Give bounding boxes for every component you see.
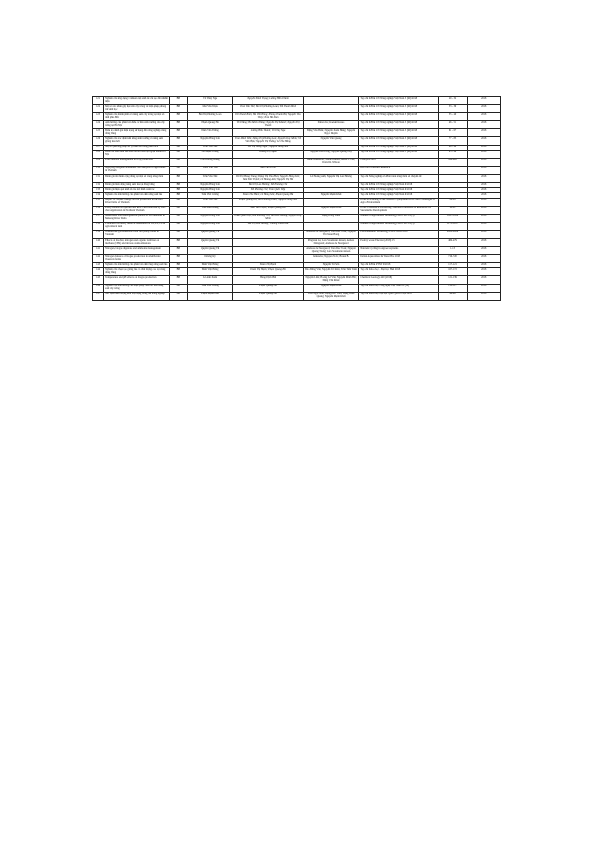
external-authors-cell: Nguyễn Tiến Long; Nguyễn Quang Huy	[303, 150, 359, 158]
source-cell: Poultry waste Elsevier (2018) 15	[359, 238, 438, 246]
co-authors-cell: Phạm Quang Hà; Bùi Phương Loan; Nguyễn Hồng Sơn	[233, 198, 303, 206]
lead-author-cell: Phạm Mạnh Đăn	[187, 292, 233, 300]
publications-table-body	[93, 97, 501, 301]
lead-author-cell: Trần Kim Giang	[187, 206, 233, 214]
row-number-cell: 124	[93, 121, 104, 129]
lead-author-cell: Hà Mạnh Thắng	[187, 150, 233, 158]
row-number-cell: 123	[93, 113, 104, 121]
source-cell: In the Conference Proceeding: National Utilization of Resources for Sustainable Development	[359, 206, 438, 214]
source-cell: Catalysts 2018	[359, 158, 438, 166]
source-cell: Tạp chí KH & CN Nông nghiệp Việt Nam 5 (90)/2018	[359, 121, 438, 129]
title-cell: Ảnh hưởng của phân bón hữu cơ đến sinh trưởng của cây trồng tại Hà Nội	[104, 121, 170, 129]
co-authors-cell: Mai Văn Thịnh; Phạm Quang Hà	[233, 206, 303, 214]
pages-cell: 44-49	[438, 292, 467, 300]
pages-cell: 46 - 51	[438, 121, 467, 129]
type-cell: BB	[169, 222, 187, 230]
document-page	[92, 96, 501, 301]
source-cell: Tạp chí KH & CN Nông nghiệp Việt Nam 5 (90)/2018	[359, 129, 438, 137]
type-cell: BB	[169, 284, 187, 292]
pages-cell: 167-172	[438, 268, 467, 276]
lead-author-cell: Bùi Thị Phương Loan	[187, 113, 233, 121]
source-cell: Tạp chí KH & CN Nông nghiệp Việt Nam 5 (90)/2018	[359, 113, 438, 121]
external-authors-cell	[303, 222, 359, 230]
type-cell: BB	[169, 268, 187, 276]
type-cell: BB	[169, 255, 187, 263]
type-cell: BB	[169, 188, 187, 193]
co-authors-cell: Đỗ Thị Hồng Trang; Đặng Thị Thu Hiền; Nguyễn Hồng Sơn; Mai Đức Thịnh; Lê Hoàng Anh; Nguyễn Thị Hà	[233, 174, 303, 182]
external-authors-cell: Đặng Hồng Lanh	[303, 214, 359, 222]
co-authors-cell	[233, 230, 303, 238]
lead-author-cell: Quyền Quang Vũ	[187, 238, 233, 246]
year-cell: 2018	[467, 97, 501, 105]
pages-cell: 29 - 32	[438, 97, 467, 105]
table-row	[93, 166, 501, 174]
year-cell: 2018	[467, 263, 501, 268]
title-cell: Nghiên cứu ảnh hưởng của phân bón đến tăng năng suất lúa	[104, 263, 170, 268]
co-authors-cell: Đỗ Thanh Bình; Hà Viết Hùng; Phùng Thanh Hà; Nguyễn Thu Thủy; Trần Hà Nam	[233, 113, 303, 121]
table-row	[93, 150, 501, 158]
title-cell: Đánh giá biến động năng suất lúa tại đồng bằng	[104, 183, 170, 188]
pages-cell: 26-28	[438, 198, 467, 206]
publications-table	[92, 96, 501, 301]
external-authors-cell: Andreas de Neergaard; Tran Duc Toan; Nguyen Quang Trung; Lars Stoumann Jensen	[303, 247, 359, 255]
source-cell: In the Proceeding of the NAEGIS Symposium 2018 New Challenges of Agro-Environment	[359, 198, 438, 206]
source-cell: Tạp chí KH & CN Nông nghiệp Việt Nam 9/2018	[359, 188, 438, 193]
source-cell: Tạp chí KH & CN Nông nghiệp Việt Nam 5 (90)/2018	[359, 137, 438, 145]
external-authors-cell	[303, 113, 359, 121]
year-cell: 2018	[467, 150, 501, 158]
year-cell: 2018	[467, 193, 501, 198]
table-row	[93, 97, 501, 105]
co-authors-cell: Hồng Định Hải	[233, 276, 303, 284]
lead-author-cell: Trần Viết Cường	[187, 284, 233, 292]
source-cell: Tạp chí Khoa học - Đại học Huế 2018	[359, 268, 438, 276]
pages-cell: 1-13	[438, 247, 467, 255]
type-cell: BB	[169, 206, 187, 214]
external-authors-cell: Nguyễn Trí Sơn	[303, 263, 359, 268]
co-authors-cell: Lương Hữu Thành; Võ Thùy Nga	[233, 129, 303, 137]
title-cell: Nghiên cứu ảnh hưởng của biện pháp canh tác đến năng suất cây trồng	[104, 284, 170, 292]
source-cell: Tạp chí KH & CN Nông nghiệp Việt Nam 9/2018	[359, 183, 438, 188]
type-cell: BB	[169, 174, 187, 182]
title-cell: Applying marginal abatement cost analysis for agriculture in Vietnam	[104, 166, 170, 174]
source-cell: Journal of Agricultural Technology 2018 Vol. 14 (3)	[359, 214, 438, 222]
table-row	[93, 137, 501, 145]
type-cell: BB	[169, 214, 187, 222]
type-cell: BB	[169, 193, 187, 198]
table-row	[93, 284, 501, 292]
year-cell: 2018	[467, 230, 501, 238]
table-row	[93, 276, 501, 284]
title-cell: Nghiên cứu thành phần và năng suất cây trồng tại một số tỉnh phía Bắc	[104, 113, 170, 121]
external-authors-cell: Nguyễn Văn Quang	[303, 137, 359, 145]
lead-author-cell: Dương Kỳ	[187, 255, 233, 263]
title-cell: Nghiên cứu chọn tạo giống lúa có chất lượng cao tại vùng đồng bằng	[104, 268, 170, 276]
table-row	[93, 238, 501, 246]
year-cell: 2018	[467, 129, 501, 137]
lead-author-cell: Võ Thùy Nga	[187, 97, 233, 105]
pages-cell: 469-479	[438, 238, 467, 246]
external-authors-cell: Lê Hoàng Anh; Nguyễn Thị Lan Hương	[303, 174, 359, 182]
title-cell: Plant nutrient management in crop production	[104, 158, 170, 166]
year-cell: 2018	[467, 105, 501, 113]
external-authors-cell: Đào Đăng Vân; Nguyễn Trí Kiên; Trần Tiến Tuấn	[303, 268, 359, 276]
co-authors-cell: Phạm Quang Hà	[233, 292, 303, 300]
row-number-cell: 130	[93, 166, 104, 174]
pages-cell: 35 - 40	[438, 113, 467, 121]
source-cell: Báo cáo Economic Research	[359, 166, 438, 174]
source-cell: Environmental Technology ISSN: 0959-3330	[359, 230, 438, 238]
year-cell: 2018	[467, 268, 501, 276]
external-authors-cell	[303, 105, 359, 113]
table-row	[93, 158, 501, 166]
co-authors-cell	[233, 247, 303, 255]
pages-cell: 77 - 85	[438, 137, 467, 145]
pages-cell: 1173-1187	[438, 222, 467, 230]
table-row	[93, 268, 501, 276]
lead-author-cell: Trần Viết Cường	[187, 193, 233, 198]
source-cell: Tạp chí KH & CN Nông nghiệp Việt Nam 5 (90)/2018	[359, 97, 438, 105]
source-cell: Tạp chí Nông nghiệp và Phát triển nông thôn số chuyên đề	[359, 174, 438, 182]
year-cell: 2018	[467, 247, 501, 255]
title-cell: Điều tra đánh giá hiện trạng sử dụng đất nông nghiệp vùng đồng bằng	[104, 129, 170, 137]
lead-author-cell: Trần Văn Thế	[187, 174, 233, 182]
co-authors-cell: Phan Quan Việt; Bùi Phương Chi; Bùi Lan Hương; Nguyễn Duy Minh	[233, 214, 303, 222]
type-cell: BB	[169, 129, 187, 137]
co-authors-cell: Đỗ Phương Chi; Trần Quốc Tiệp	[233, 188, 303, 193]
type-cell: BB	[169, 105, 187, 113]
type-cell: BB	[169, 198, 187, 206]
lead-author-cell: Nguyễn Hồng Sơn	[187, 137, 233, 145]
external-authors-cell: Trần Ngọc Anh; Đặng Đức Vinh; Đặng Đình Quang; Nguyễn Mạnh Khải	[303, 292, 359, 300]
lead-author-cell: Nguyễn Hồng Sơn	[187, 214, 233, 222]
title-cell: Nghiên cứu ứng dụng vi khuẩn nội sinh để cải tạo đất nhiễm mặn	[104, 97, 170, 105]
external-authors-cell: Jamandre; Nguyen N.D.; Bruun B.	[303, 255, 359, 263]
title-cell: Khảo sát tình hình sản xuất rau an toàn tại ngoại thành Hà Nội	[104, 150, 170, 158]
year-cell: 2018	[467, 238, 501, 246]
pages-cell: 86 - 90	[438, 145, 467, 150]
table-row	[93, 214, 501, 222]
co-authors-cell: Võ Thắng; Hồ Minh Thắng; Nguyễn Thị Khánh; Nguyễn Thị Thanh	[233, 121, 303, 129]
lead-author-cell: Quyền Quang Vũ	[187, 230, 233, 238]
title-cell: Xác định hàm lượng kim loại nặng trong đất nông nghiệp	[104, 292, 170, 300]
year-cell: 2018	[467, 198, 501, 206]
row-number-cell: 126	[93, 137, 104, 145]
type-cell: BB	[169, 238, 187, 246]
table-row	[93, 247, 501, 255]
row-number-cell: 129	[93, 158, 104, 166]
year-cell: 2018	[467, 174, 501, 182]
source-cell: Tạp chí Khoa học Đại học Quốc gia Hà Nội 2018	[359, 292, 438, 300]
pages-cell: 18-21	[438, 206, 467, 214]
title-cell: Một số tác nhân gây hại trên cây trồng và biện pháp phòng trừ sinh học	[104, 105, 170, 113]
type-cell: BB	[169, 137, 187, 145]
type-cell: BB	[169, 145, 187, 150]
table-row	[93, 129, 501, 137]
title-cell: Nghiên cứu xác định khả năng sinh trưởng và năng suất giống lúa mới	[104, 137, 170, 145]
year-cell: 2018	[467, 166, 501, 174]
pages-cell	[438, 174, 467, 182]
year-cell: 2018	[467, 183, 501, 188]
pages-cell: 112-117	[438, 284, 467, 292]
lead-author-cell: Mai Văn Triệu	[187, 105, 233, 113]
co-authors-cell: Đoàn Thị Hạnh	[233, 263, 303, 268]
co-authors-cell: Trần Văn Thế; Bùi Thị Phương Loan; Đỗ Thanh Bình	[233, 105, 303, 113]
lead-author-cell: Nguyễn Hồng Sơn	[187, 222, 233, 230]
type-cell: BB	[169, 263, 187, 268]
row-number-cell: 143	[93, 263, 104, 268]
table-row	[93, 255, 501, 263]
type-cell: BB	[169, 150, 187, 158]
pages-cell: 414-428	[438, 158, 467, 166]
title-cell: Greenhouse gas emissions from rice paddy fields in Vietnam	[104, 230, 170, 238]
table-row	[93, 174, 501, 182]
type-cell: BB	[169, 113, 187, 121]
co-authors-cell: Phạm Quang Hà	[233, 284, 303, 292]
title-cell: Một số phương pháp xử lý mẫu đất trong phân tích	[104, 145, 170, 150]
lead-author-cell: Phạm Quang Hà	[187, 121, 233, 129]
row-number-cell: 133	[93, 188, 104, 193]
year-cell: 2018	[467, 284, 501, 292]
lead-author-cell: Nguyễn Hồng Sơn	[187, 183, 233, 188]
type-cell: BB	[169, 121, 187, 129]
row-number-cell: 127	[93, 145, 104, 150]
source-cell: Nutrient Cycling in Agroecosystems	[359, 247, 438, 255]
external-authors-cell: Nguyễn Mạnh Khải	[303, 206, 359, 214]
external-authors-cell: Pingxian Lu; Lars Stoumann Jensen; Anders Dalsgaard; Andreas de Neergaard	[303, 238, 359, 246]
external-authors-cell: Đặng Văn Hiền; Nguyễn Xuân Hùng; Nguyễn Ngọc Duyên	[303, 129, 359, 137]
row-number-cell: 140	[93, 238, 104, 246]
external-authors-cell: Andreas de Neergaard; Tran Duc Toan; Nguyen Thi Xuan Hong	[303, 230, 359, 238]
row-number-cell: 132	[93, 183, 104, 188]
source-cell: Tạp chí KH & CN Nông nghiệp Việt Nam 5 (90)/2018	[359, 145, 438, 150]
lead-author-cell: Trần Văn Thế	[187, 145, 233, 150]
title-cell: Nghiên cứu ảnh hưởng của phân bón đến năng suất lúa	[104, 193, 170, 198]
lead-author-cell: Đinh Việt Hưng	[187, 263, 233, 268]
co-authors-cell: Trần Minh Tiến; Đặng Thị Phương Lan; Nguyễn Duy Minh; Võ Văn Hậu; Nguyễn Thị Thắng; Lê Thu Hằng	[233, 137, 303, 145]
pages-cell	[438, 166, 467, 174]
table-row	[93, 121, 501, 129]
title-cell: Temperature and pH effects on biogas production	[104, 276, 170, 284]
co-authors-cell	[233, 255, 303, 263]
year-cell: 2018	[467, 121, 501, 129]
year-cell: 2018	[467, 292, 501, 300]
pages-cell: 1097-1109	[438, 214, 467, 222]
pages-cell: 61 - 67	[438, 129, 467, 137]
pages-cell: 121-139	[438, 276, 467, 284]
row-number-cell: 135	[93, 198, 104, 206]
pages-cell: 33 - 39	[438, 105, 467, 113]
pages-cell: 95 - 99	[438, 150, 467, 158]
lead-author-cell: Lê Anh Xuân	[187, 276, 233, 284]
lead-author-cell: Cao Hương Giang	[187, 158, 233, 166]
title-cell: Impact of climate change on rice production in the Red River Delta of Vietnam	[104, 198, 170, 206]
title-cell: Đánh giá mô hình cộng đồng tại một số vùng nông thôn	[104, 174, 170, 182]
year-cell: 2018	[467, 158, 501, 166]
external-authors-cell	[303, 166, 359, 174]
row-number-cell: 139	[93, 230, 104, 238]
row-number-cell: 125	[93, 129, 104, 137]
co-authors-cell: Bùi Thị Lan Hương; Trương Thanh Hà	[233, 222, 303, 230]
row-number-cell: 121	[93, 97, 104, 105]
pages-cell: 117-121	[438, 263, 467, 268]
source-cell: Tạp chí KH & CN Nông nghiệp Việt Nam 5 (90)/2018	[359, 150, 438, 158]
type-cell: BB	[169, 247, 187, 255]
lead-author-cell: Nguyễn Hồng Sơn	[187, 188, 233, 193]
co-authors-cell: Bùi Thị Lan Hương; Đỗ Phương Chi	[233, 183, 303, 188]
pages-cell: 716-720	[438, 255, 467, 263]
year-cell: 2018	[467, 255, 501, 263]
row-number-cell: 147	[93, 292, 104, 300]
source-cell: Journal of Agricultural Technology 2018 Vol. 14 (3)	[359, 222, 438, 230]
co-authors-cell: Đoàn Thu Hiền; Lê Hồng Sơn; Phạm Quang Hà	[233, 193, 303, 198]
table-row	[93, 222, 501, 230]
co-authors-cell: Đoàn Thị Hạnh; Phạm Quang Hà	[233, 268, 303, 276]
title-cell: Nitrogen balance of biogas production in smallholder livestock farms	[104, 255, 170, 263]
type-cell: BB	[169, 97, 187, 105]
co-authors-cell: Nguyễn Đình Trọng; Lương Hữu Thành	[233, 97, 303, 105]
title-cell: Đánh giá hiệu quả kinh tế của mô hình canh tác	[104, 188, 170, 193]
title-cell: Paddy Rainfed Properties and Rice Yield Affected by Bio-char Application in Northern Vietnam	[104, 206, 170, 214]
source-cell: Tạp chí KH & CN Nông nghiệp Việt Nam 9/2018	[359, 193, 438, 198]
co-authors-cell: Mai Văn Trinh	[233, 166, 303, 174]
external-authors-cell: Nguyễn Mạnh Khải	[303, 193, 359, 198]
type-cell: BB	[169, 166, 187, 174]
row-number-cell: 134	[93, 193, 104, 198]
lead-author-cell: Đàm Văn Thắng	[187, 129, 233, 137]
co-authors-cell: Hoàng Thị Ngân	[233, 150, 303, 158]
title-cell: Evaluation on heavy metal accumulation of Cu, Pb, Cd in agricultural land	[104, 222, 170, 230]
row-number-cell: 128	[93, 150, 104, 158]
type-cell: BB	[169, 158, 187, 166]
co-authors-cell: Đỗ Thị Hồng Ngọc; Nguyễn Hồng Sơn	[233, 145, 303, 150]
lead-author-cell: Trần Văn Thế	[187, 198, 233, 206]
external-authors-cell: Anne Gustafson; Vanlie Dumas; Adam F. Lee; David R. Wilson	[303, 158, 359, 166]
type-cell: BB	[169, 276, 187, 284]
lead-author-cell: Đinh Việt Hưng	[187, 268, 233, 276]
row-number-cell: 146	[93, 284, 104, 292]
row-number-cell: 144	[93, 268, 104, 276]
year-cell: 2018	[467, 222, 501, 230]
external-authors-cell: Simon Ito; Kazuki Kusuo	[303, 121, 359, 129]
row-number-cell: 136	[93, 206, 104, 214]
row-number-cell: 137	[93, 214, 104, 222]
year-cell: 2018	[467, 113, 501, 121]
title-cell: Effects of biochar, nitrogen and organic fertilizer on methane (CH4) and nitrous oxide emissions	[104, 238, 170, 246]
row-number-cell: 138	[93, 222, 104, 230]
type-cell: BB	[169, 292, 187, 300]
year-cell: 2018	[467, 145, 501, 150]
source-cell: Tạp chí KH & CN Nông nghiệp Việt Nam 5 (90)/2018	[359, 105, 438, 113]
table-row	[93, 198, 501, 206]
source-cell: Chemical Geology 420 (2018)	[359, 276, 438, 284]
row-number-cell: 122	[93, 105, 104, 113]
table-row	[93, 206, 501, 214]
row-number-cell: 145	[93, 276, 104, 284]
row-number-cell: 142	[93, 255, 104, 263]
external-authors-cell: Nguyễn Lâm; Hoàng Lê Văn; Nguyễn Minh Hải; Đặng Văn Khuê	[303, 276, 359, 284]
year-cell: 2018	[467, 188, 501, 193]
table-row	[93, 292, 501, 300]
table-row	[93, 113, 501, 121]
row-number-cell: 131	[93, 174, 104, 182]
source-cell: Tạp chí KH & PTNT 9/2018	[359, 263, 438, 268]
type-cell: BB	[169, 183, 187, 188]
year-cell: 2018	[467, 206, 501, 214]
year-cell: 2018	[467, 214, 501, 222]
source-cell: Italian Aquaculture & Water Bio 2018	[359, 255, 438, 263]
table-row	[93, 230, 501, 238]
external-authors-cell: Nguyễn Mạnh Khải	[303, 284, 359, 292]
year-cell: 2018	[467, 137, 501, 145]
title-cell: Assessment and heterogeneous pattern of soil nutrients in Mekong River Delta	[104, 214, 170, 222]
row-number-cell: 141	[93, 247, 104, 255]
co-authors-cell	[233, 238, 303, 246]
lead-author-cell: Thoa Văn Thu	[187, 166, 233, 174]
lead-author-cell: Quyền Quang Vũ	[187, 247, 233, 255]
external-authors-cell	[303, 198, 359, 206]
external-authors-cell	[303, 97, 359, 105]
table-row	[93, 105, 501, 113]
pages-cell: 2022-2029	[438, 230, 467, 238]
year-cell: 2018	[467, 276, 501, 284]
source-cell: Tạp chí Khoa học công nghệ Việt Nam 61 (10)	[359, 284, 438, 292]
co-authors-cell	[233, 158, 303, 166]
type-cell: BB	[169, 230, 187, 238]
title-cell: Nitrogen, biogas digestate and ammonia management	[104, 247, 170, 255]
